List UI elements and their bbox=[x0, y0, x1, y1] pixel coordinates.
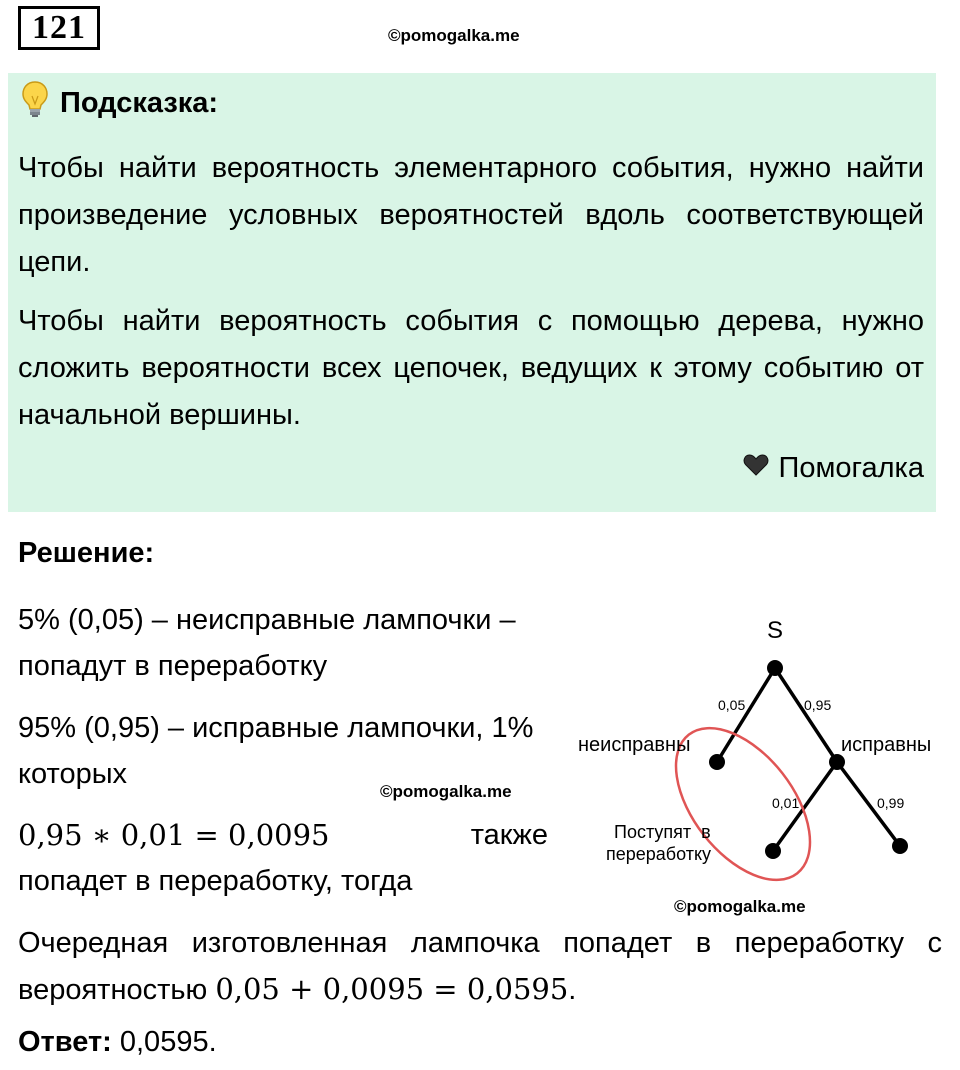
leaf-label-line-2: переработку bbox=[606, 844, 712, 864]
hint-title-row bbox=[20, 80, 218, 126]
edge-label-right: 0,95 bbox=[804, 697, 832, 713]
hint-signature bbox=[743, 452, 924, 485]
math-sum: 0,05 + 0,0095 = 0,0595 bbox=[215, 972, 569, 1006]
edge-root-left bbox=[717, 668, 775, 762]
probability-tree bbox=[560, 600, 960, 930]
watermark-tree: ©pomogalka.me bbox=[674, 897, 806, 916]
node-leaf-right bbox=[892, 838, 908, 854]
edge-root-right bbox=[775, 668, 837, 762]
node-label-right: исправны bbox=[841, 734, 932, 756]
answer bbox=[18, 1026, 217, 1059]
solution-line-1: 5% (0,05) – неисправные лампочки – попадут в переработку bbox=[18, 604, 516, 682]
solution-line-4-text: Очередная изготовленная лампочка попадет в переработку с вероятностью bbox=[18, 927, 942, 1006]
signature-text: Помогалка bbox=[778, 452, 924, 484]
heart-icon bbox=[743, 452, 769, 485]
solution-line-3: попадет в переработку, тогда bbox=[18, 865, 413, 897]
node-left bbox=[709, 754, 725, 770]
watermark-top: ©pomogalka.me bbox=[388, 26, 520, 45]
edge-label-rl: 0,01 bbox=[772, 795, 800, 811]
solution-line-2: 95% (0,95) – исправные лампочки, 1% которых bbox=[18, 712, 534, 790]
hint-box bbox=[8, 73, 936, 512]
hint-paragraph-1: Чтобы найти вероятность элементарного события, нужно найти произведение условных вероятностей вдоль соответствующей цепи. bbox=[18, 152, 924, 278]
leaf-label-line-1: Поступят в bbox=[614, 822, 711, 842]
answer-label: Ответ: bbox=[18, 1026, 112, 1058]
watermark-mid: ©pomogalka.me bbox=[380, 782, 512, 801]
hint-title: Подсказка: bbox=[60, 86, 219, 119]
edge-label-left: 0,05 bbox=[718, 697, 746, 713]
root-label: S bbox=[766, 617, 784, 644]
edge-label-rr: 0,99 bbox=[877, 795, 905, 811]
solution-line-4-end: . bbox=[568, 974, 577, 1006]
lightbulb-icon bbox=[20, 80, 50, 126]
solution-line-4 bbox=[18, 920, 942, 1013]
math-line bbox=[18, 812, 548, 858]
node-leaf-left bbox=[765, 843, 781, 859]
math-suffix: также bbox=[470, 818, 548, 851]
answer-value: 0,0595. bbox=[119, 1026, 217, 1058]
node-right bbox=[829, 754, 845, 770]
solution-title: Решение: bbox=[18, 537, 155, 569]
task-number: 121 bbox=[18, 6, 100, 50]
math-product: 0,95 ∗ 0,01 = 0,0095 bbox=[18, 818, 330, 852]
node-label-left: неисправны bbox=[578, 734, 691, 756]
hint-paragraph-2: Чтобы найти вероятность события с помощью дерева, нужно сложить вероятности всех цепочек, ведущих к этому событию от начальной вершины. bbox=[18, 305, 924, 431]
node-root bbox=[767, 660, 783, 676]
